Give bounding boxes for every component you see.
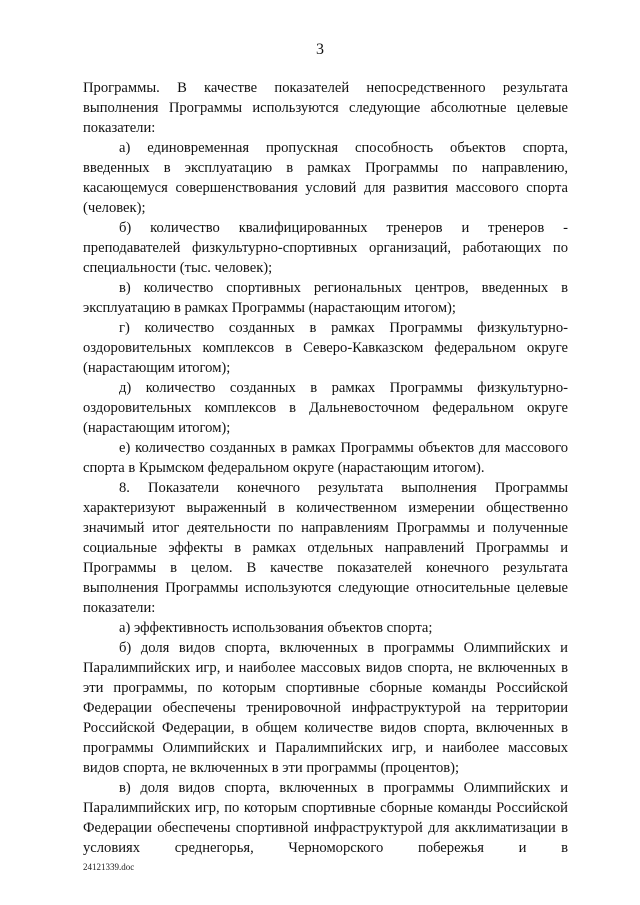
paragraph-item-b-2: б) доля видов спорта, включенных в программы Олимпийских и Паралимпийских игр, и наиболее массовых видов спорта, не включенных в эти программы, по которым спортивные сборные команды Российской Федерации обеспечены тренировочной инфраструктурой на территории Российской Федерации, в общем количестве видов спорта, включенных в программы Олимпийских и Паралимпийских игр, и наиболее массовых видов спорта, не включенных в эти программы (процентов); [83,640,568,776]
paragraph-item-v: в) количество спортивных региональных центров, введенных в эксплуатацию в рамках Программы (нарастающим итогом); [83,280,568,316]
footer-file-code: 24121339.doc [83,862,135,872]
paragraph-intro: Программы. В качестве показателей непосредственного результата выполнения Программы используются следующие абсолютные целевые показатели: [83,80,568,136]
document-body [83,78,568,858]
paragraph-item-a: а) единовременная пропускная способность объектов спорта, введенных в эксплуатацию в рамках Программы по направлению, касающемуся совершенствования условий для развития массового спорта (человек); [83,140,568,216]
paragraph-item-a-2: а) эффективность использования объектов спорта; [119,620,433,636]
page-number: 3 [316,41,324,58]
paragraph-item-e: е) количество созданных в рамках Программы объектов для массового спорта в Крымском федеральном округе (нарастающим итогом). [83,440,568,476]
paragraph-section-8: 8. Показатели конечного результата выполнения Программы характеризуют выраженный в количественном измерении общественно значимый итог деятельности по направлениям Программы и полученные социальные эффекты в рамках отдельных направлений Программы и Программы в целом. В качестве показателей конечного результата выполнения Программы используются следующие относительные целевые показатели: [83,480,568,616]
paragraph-item-d: д) количество созданных в рамках Программы физкультурно-оздоровительных комплексов в Дальневосточном федеральном округе (нарастающим итогом); [83,380,568,436]
paragraph-item-g: г) количество созданных в рамках Программы физкультурно-оздоровительных комплексов в Северо-Кавказском федеральном округе (нарастающим итогом); [83,320,568,376]
paragraph-item-b: б) количество квалифицированных тренеров и тренеров - преподавателей физкультурно-спортивных организаций, работающих по специальности (тыс. человек); [83,220,568,276]
paragraph-item-v-2: в) доля видов спорта, включенных в программы Олимпийских и Паралимпийских игр, по которым спортивные сборные команды Российской Федерации обеспечены спортивной инфраструктурой для акклиматизации в условиях среднегорья, Черноморского побережья и в [83,780,568,856]
